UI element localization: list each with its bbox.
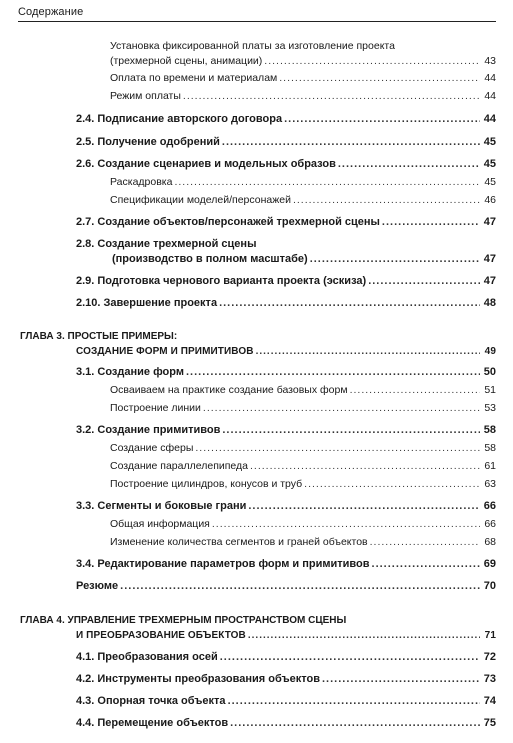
toc-entry-line: Установка фиксированной платы за изготовление проекта	[110, 40, 395, 52]
toc-chapter[interactable]	[76, 345, 496, 358]
page-number: 47	[483, 275, 496, 287]
toc-section-label: 2.9. Подготовка чернового варианта проекта (эскиза)	[76, 275, 367, 287]
leader-dots	[370, 536, 480, 549]
toc-section[interactable]	[76, 297, 496, 310]
toc-entry[interactable]	[110, 536, 496, 549]
toc-entry-label: Построение цилиндров, конусов и труб	[110, 478, 303, 490]
toc-section-label: 2.6. Создание сценариев и модельных образов	[76, 158, 336, 170]
page-number: 68	[484, 536, 496, 548]
toc-section[interactable]	[76, 695, 496, 708]
toc-entry[interactable]	[110, 194, 496, 207]
leader-dots	[248, 629, 480, 642]
toc-section[interactable]	[76, 158, 496, 171]
toc-section[interactable]	[76, 113, 496, 126]
page-number: 45	[483, 136, 496, 148]
toc-entry[interactable]	[110, 460, 496, 473]
toc-section-label: 4.3. Опорная точка объекта	[76, 695, 226, 707]
toc-entry-label: Создание параллелепипеда	[110, 460, 249, 472]
toc-section[interactable]	[76, 500, 496, 513]
toc-section-label: 4.1. Преобразования осей	[76, 651, 218, 663]
leader-dots	[368, 275, 480, 288]
page-number: 74	[483, 695, 496, 707]
toc-section[interactable]	[76, 275, 496, 288]
toc-section[interactable]	[76, 136, 496, 149]
leader-dots	[310, 253, 480, 266]
toc-entry[interactable]	[110, 442, 496, 455]
page-number: 75	[483, 717, 496, 729]
toc-chapter-label: И ПРЕОБРАЗОВАНИЕ ОБЪЕКТОВ	[76, 630, 246, 641]
leader-dots	[338, 158, 480, 171]
toc-section-label: Резюме	[76, 580, 119, 592]
toc-section[interactable]	[76, 717, 496, 730]
page-number: 44	[484, 72, 496, 84]
page-number: 45	[484, 176, 496, 188]
toc-section[interactable]	[76, 366, 496, 379]
toc-section-label: 3.3. Сегменты и боковые грани	[76, 500, 247, 512]
toc-section-label: 3.1. Создание форм	[76, 366, 184, 378]
page-number: 53	[484, 402, 496, 414]
toc-section-label: 3.4. Редактирование параметров форм и примитивов	[76, 558, 370, 570]
toc-section-label: 3.2. Создание примитивов	[76, 424, 221, 436]
page-number: 49	[484, 346, 496, 357]
page-number: 44	[483, 113, 496, 125]
toc-entry-label: Спецификации моделей/персонажей	[110, 194, 291, 206]
page-number: 63	[484, 478, 496, 490]
leader-dots	[284, 113, 480, 126]
toc-section[interactable]	[76, 558, 496, 571]
toc-section-label: 2.10. Завершение проекта	[76, 297, 218, 309]
toc-section[interactable]	[76, 673, 496, 686]
page-number: 58	[484, 442, 496, 454]
page-number: 61	[484, 460, 496, 472]
leader-dots	[264, 55, 480, 68]
page-header: Содержание	[18, 6, 496, 22]
toc-section-label: 4.2. Инструменты преобразования объектов	[76, 673, 320, 685]
toc-entry[interactable]	[110, 518, 496, 531]
toc-section-label: 2.4. Подписание авторского договора	[76, 113, 283, 125]
leader-dots	[293, 194, 480, 207]
leader-dots	[228, 695, 480, 708]
leader-dots	[256, 345, 480, 358]
page-number: 66	[484, 518, 496, 530]
page-number: 47	[483, 216, 496, 228]
leader-dots	[220, 651, 480, 664]
leader-dots	[219, 297, 480, 310]
toc-entry-label: Построение линии	[110, 402, 201, 414]
page-number: 46	[484, 194, 496, 206]
leader-dots	[183, 90, 480, 103]
toc-section-label: (производство в полном масштабе)	[112, 253, 308, 265]
leader-dots	[304, 478, 480, 491]
page-number: 58	[483, 424, 496, 436]
toc-entry-label: Раскадровка	[110, 176, 173, 188]
chapter-title-line: ГЛАВА 4. УПРАВЛЕНИЕ ТРЕХМЕРНЫМ ПРОСТРАНСТВОМ СЦЕНЫ	[20, 615, 347, 626]
toc-entry[interactable]	[110, 384, 496, 397]
leader-dots	[222, 424, 480, 437]
leader-dots	[212, 518, 480, 531]
toc-section[interactable]	[76, 216, 496, 229]
toc-entry[interactable]	[110, 55, 496, 68]
chapter-title-line: ГЛАВА 3. ПРОСТЫЕ ПРИМЕРЫ:	[20, 331, 178, 342]
leader-dots	[195, 442, 480, 455]
page-number: 44	[484, 90, 496, 102]
page-number: 73	[483, 673, 496, 685]
toc-section-label: 2.5. Получение одобрений	[76, 136, 220, 148]
page-number: 48	[483, 297, 496, 309]
toc-entry[interactable]	[110, 90, 496, 103]
leader-dots	[222, 136, 480, 149]
leader-dots	[186, 366, 480, 379]
leader-dots	[203, 402, 480, 415]
page-number: 51	[484, 384, 496, 396]
page-number: 45	[483, 158, 496, 170]
leader-dots	[174, 176, 480, 189]
toc-entry[interactable]	[110, 402, 496, 415]
toc-entry[interactable]	[110, 478, 496, 491]
leader-dots	[230, 717, 480, 730]
toc-entry-label: Изменение количества сегментов и граней объектов	[110, 536, 368, 548]
leader-dots	[350, 384, 480, 397]
page-number: 70	[483, 580, 496, 592]
toc-entry-label: Оплата по времени и материалам	[110, 72, 278, 84]
leader-dots	[382, 216, 480, 229]
leader-dots	[279, 72, 480, 85]
toc-section[interactable]	[76, 424, 496, 437]
page-number: 69	[483, 558, 496, 570]
leader-dots	[322, 673, 480, 686]
toc-entry-label: Создание сферы	[110, 442, 194, 454]
page-number: 43	[484, 55, 496, 67]
page-number: 47	[483, 253, 496, 265]
page-number: 71	[484, 630, 496, 641]
toc-section-label: 2.7. Создание объектов/персонажей трехмерной сцены	[76, 216, 380, 228]
leader-dots	[248, 500, 480, 513]
toc-entry[interactable]	[110, 72, 496, 85]
page-number: 72	[483, 651, 496, 663]
toc-entry[interactable]	[110, 176, 496, 189]
page-number: 66	[483, 500, 496, 512]
toc-section[interactable]	[76, 580, 496, 593]
toc-section[interactable]	[76, 651, 496, 664]
toc-entry-label: Общая информация	[110, 518, 210, 530]
leader-dots	[250, 460, 480, 473]
toc-section[interactable]	[112, 253, 496, 266]
toc-chapter[interactable]	[76, 629, 496, 642]
leader-dots	[120, 580, 480, 593]
toc-chapter-label: СОЗДАНИЕ ФОРМ И ПРИМИТИВОВ	[76, 346, 254, 357]
page-number: 50	[483, 366, 496, 378]
toc-entry-label: Режим оплаты	[110, 90, 181, 102]
toc-section-label: 4.4. Перемещение объектов	[76, 717, 229, 729]
toc-entry-label: Осваиваем на практике создание базовых форм	[110, 384, 348, 396]
toc-entry-label: (трехмерной сцены, анимации)	[110, 55, 263, 67]
toc-section-line: 2.8. Создание трехмерной сцены	[76, 238, 257, 250]
leader-dots	[372, 558, 480, 571]
